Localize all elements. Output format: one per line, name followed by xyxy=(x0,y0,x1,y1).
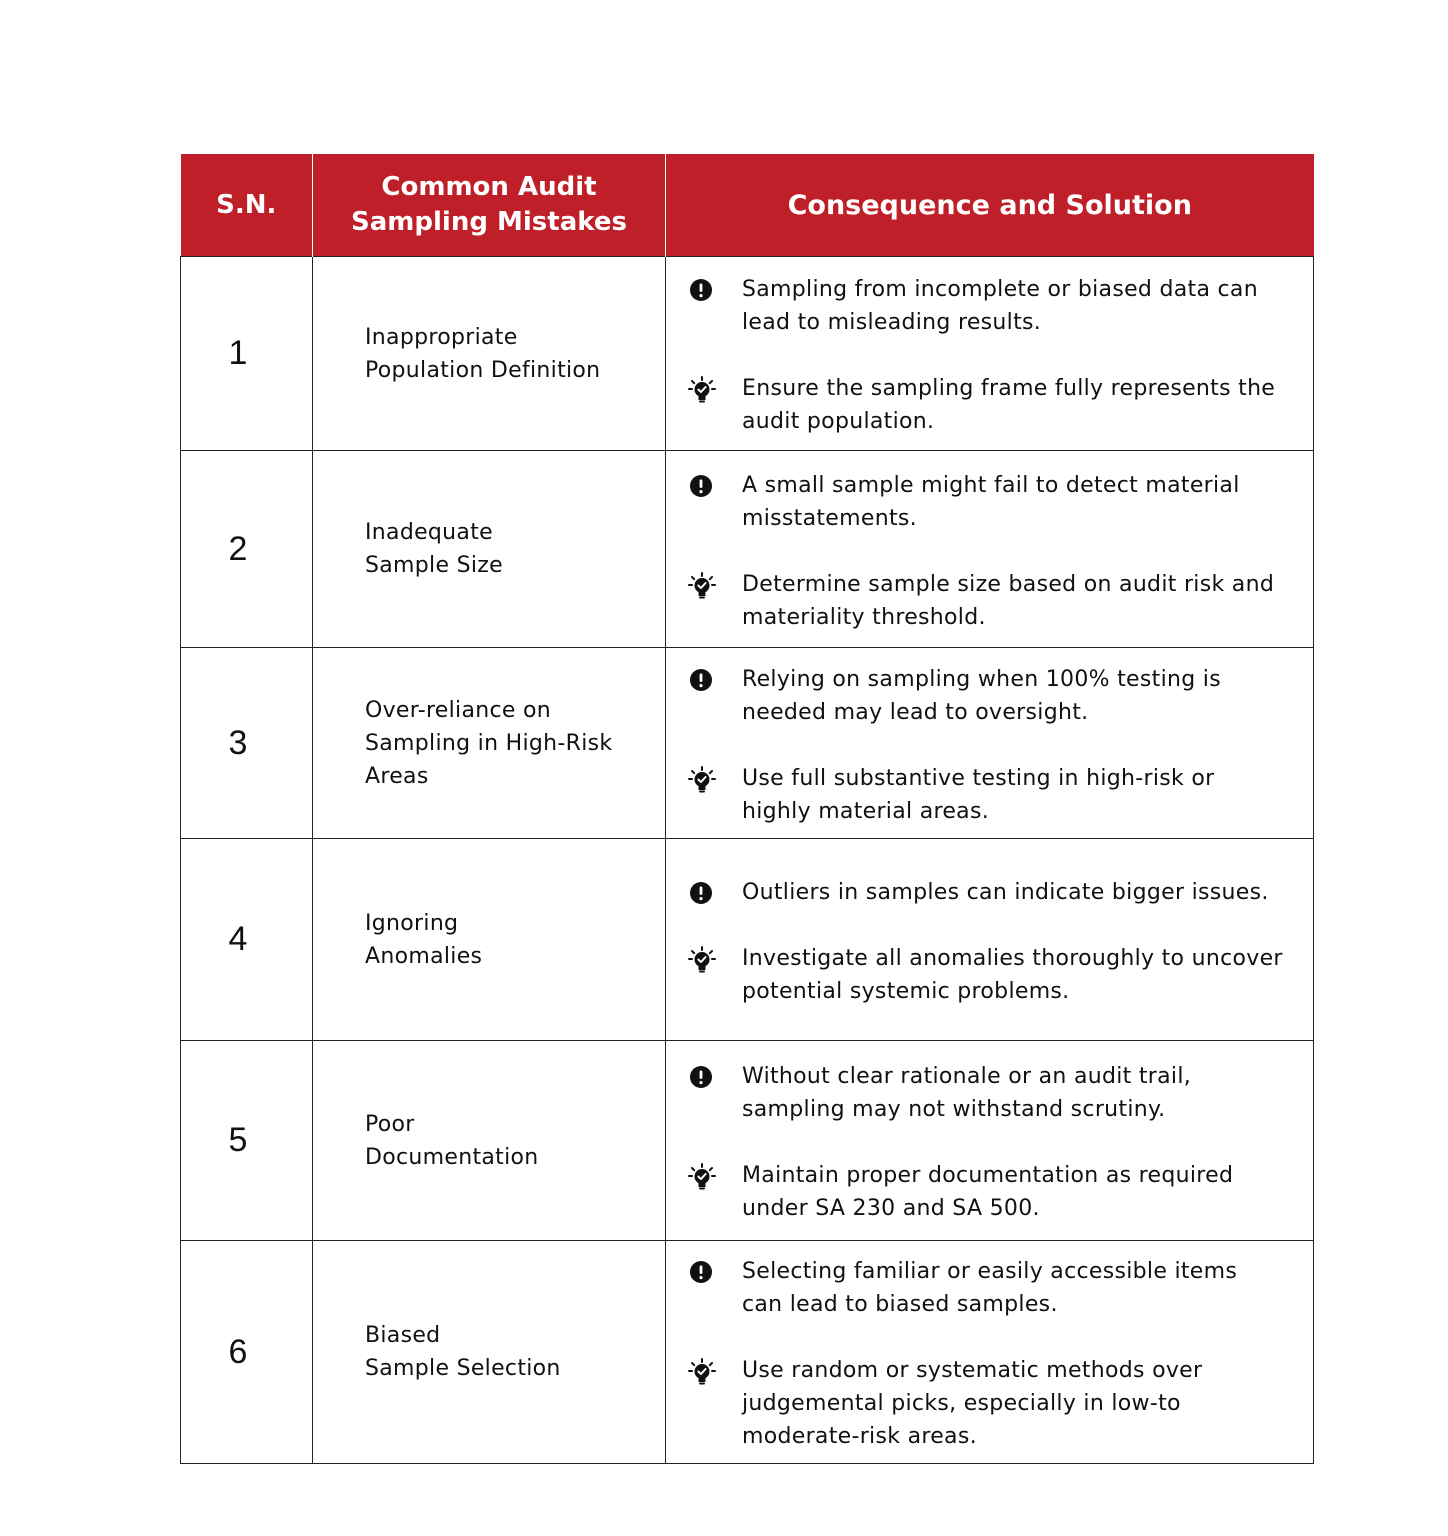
lightbulb-check-icon xyxy=(688,946,714,972)
solution-point xyxy=(688,372,1283,438)
header-row xyxy=(181,154,1314,257)
row-mistake xyxy=(313,648,666,839)
solution-text: Maintain proper documentation as required under SA 230 and SA 500. xyxy=(742,1163,1234,1221)
consequence-point xyxy=(688,663,1283,729)
row-mistake xyxy=(313,1041,666,1241)
header-mistake-line-2: Sampling Mistakes xyxy=(351,207,627,237)
consequence-text: Without clear rationale or an audit trail, sampling may not withstand scrutiny. xyxy=(742,1064,1192,1122)
table-row-1 xyxy=(181,257,1314,451)
consequence-point xyxy=(688,469,1283,535)
row-serial-number: 5 xyxy=(181,1041,313,1241)
solution-text: Use full substantive testing in high-risk or highly material areas. xyxy=(742,765,1215,824)
row-consequence-solution xyxy=(666,648,1314,839)
row-serial-number: 4 xyxy=(181,839,313,1041)
row-serial-number: 2 xyxy=(181,451,313,648)
consequence-text: Sampling from incomplete or biased data can lead to misleading results. xyxy=(742,277,1258,335)
solution-text: Determine sample size based on audit risk and materiality threshold. xyxy=(742,571,1275,630)
table-row-4 xyxy=(181,839,1314,1041)
audit-sampling-table-wrapper xyxy=(180,154,1313,1464)
mistake-line: Sampling in High-Risk xyxy=(365,730,613,756)
table-header xyxy=(181,154,1314,257)
header-mistake-line-1: Common Audit xyxy=(381,172,597,202)
solution-point xyxy=(688,1159,1283,1225)
exclamation-circle-icon xyxy=(688,473,714,499)
mistake-line: Poor xyxy=(365,1111,415,1137)
solution-point xyxy=(688,568,1283,634)
row-serial-number: 1 xyxy=(181,257,313,451)
consequence-text: Relying on sampling when 100% testing is needed may lead to oversight. xyxy=(742,666,1221,725)
row-mistake xyxy=(313,257,666,451)
row-mistake xyxy=(313,839,666,1041)
mistake-line: Ignoring xyxy=(365,910,459,936)
table-body xyxy=(181,257,1314,1464)
exclamation-circle-icon xyxy=(688,1064,714,1090)
row-consequence-solution xyxy=(666,257,1314,451)
row-consequence-solution xyxy=(666,1041,1314,1241)
solution-text: Use random or systematic methods over judgemental picks, especially in low-to moderate-risk areas. xyxy=(742,1358,1203,1449)
row-mistake xyxy=(313,451,666,648)
row-consequence-solution xyxy=(666,839,1314,1041)
lightbulb-check-icon xyxy=(688,1358,714,1384)
consequence-point xyxy=(688,1060,1283,1126)
consequence-text: A small sample might fail to detect material misstatements. xyxy=(742,472,1240,531)
header-consequence: Consequence and Solution xyxy=(666,154,1314,257)
row-serial-number: 3 xyxy=(181,648,313,839)
mistake-line: Areas xyxy=(365,763,429,789)
mistake-line: Sample Selection xyxy=(365,1356,561,1381)
exclamation-circle-icon xyxy=(688,667,714,693)
solution-point xyxy=(688,762,1283,828)
table-row-2 xyxy=(181,451,1314,648)
mistake-line: Inappropriate xyxy=(365,324,518,350)
mistake-line: Inadequate xyxy=(365,520,493,545)
mistake-line: Sample Size xyxy=(365,553,503,578)
consequence-text: Selecting familiar or easily accessible items can lead to biased samples. xyxy=(742,1259,1238,1317)
lightbulb-check-icon xyxy=(688,1163,714,1189)
exclamation-circle-icon xyxy=(688,880,714,906)
solution-point xyxy=(688,942,1283,1008)
lightbulb-check-icon xyxy=(688,572,714,598)
exclamation-circle-icon xyxy=(688,277,714,303)
solution-text: Ensure the sampling frame fully represents the audit population. xyxy=(742,376,1276,434)
consequence-point xyxy=(688,876,1283,909)
table-row-6 xyxy=(181,1241,1314,1464)
mistake-line: Population Definition xyxy=(365,357,601,383)
mistake-line: Over-reliance on xyxy=(365,697,552,723)
table-row-3 xyxy=(181,648,1314,839)
table-row-5 xyxy=(181,1041,1314,1241)
lightbulb-check-icon xyxy=(688,766,714,792)
consequence-text: Outliers in samples can indicate bigger issues. xyxy=(742,879,1269,905)
consequence-point xyxy=(688,273,1283,339)
header-sn: S.N. xyxy=(181,154,313,257)
row-mistake xyxy=(313,1241,666,1464)
row-serial-number: 6 xyxy=(181,1241,313,1464)
header-mistake xyxy=(313,154,666,257)
solution-point xyxy=(688,1354,1283,1453)
mistake-line: Biased xyxy=(365,1323,441,1348)
consequence-point xyxy=(688,1255,1283,1321)
row-consequence-solution xyxy=(666,451,1314,648)
audit-sampling-mistakes-table xyxy=(180,154,1314,1464)
mistake-line: Anomalies xyxy=(365,943,483,969)
lightbulb-check-icon xyxy=(688,376,714,402)
solution-text: Investigate all anomalies thoroughly to uncover potential systemic problems. xyxy=(742,945,1283,1004)
row-consequence-solution xyxy=(666,1241,1314,1464)
exclamation-circle-icon xyxy=(688,1259,714,1285)
mistake-line: Documentation xyxy=(365,1144,539,1170)
